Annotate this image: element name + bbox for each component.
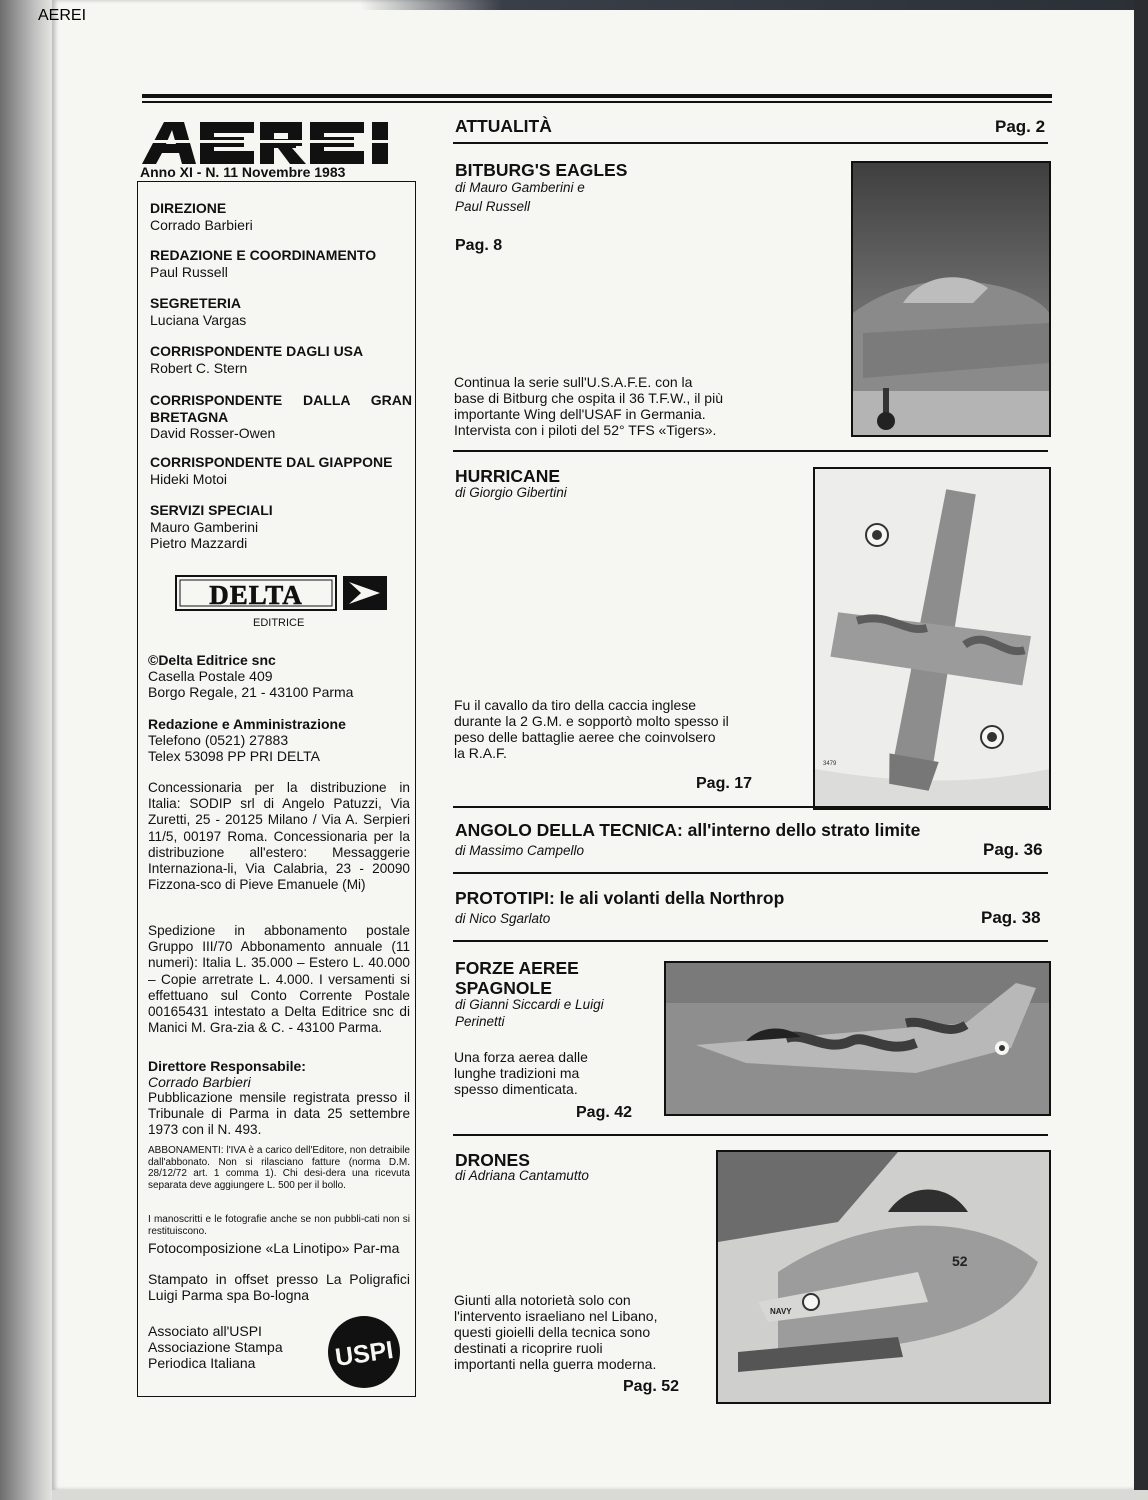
- drones-desc-line: destinati a ricoprire ruoli: [454, 1340, 603, 1356]
- printing-text: Stampato in offset presso La Poligrafici Luigi Parma spa Bo-logna: [148, 1271, 410, 1304]
- drones-title[interactable]: DRONES: [455, 1150, 530, 1170]
- manuscripts-note: I manoscritti e le fotografie anche se non pubbli-cati non si restituiscono.: [148, 1214, 410, 1237]
- bitburg-author: di Mauro Gamberini e: [455, 180, 585, 195]
- staff-name: Paul Russell: [150, 264, 228, 280]
- background-edge-right: [1134, 0, 1148, 1500]
- hurricane-desc-line: la R.A.F.: [454, 745, 507, 761]
- drone-photo: [716, 1150, 1051, 1404]
- attualita-title[interactable]: ATTUALITÀ: [455, 116, 552, 136]
- registration-text: Pubblicazione mensile registrata presso il Tribunale di Parma in data 25 settembre 1973 con il N. 493.: [148, 1090, 410, 1138]
- drones-desc-line: importanti nella guerra moderna.: [454, 1356, 657, 1372]
- bitburg-desc-line: Continua la serie sull'U.S.A.F.E. con la: [454, 374, 693, 390]
- association-line: Associato all'USPI: [148, 1323, 262, 1339]
- subscription-text: Spedizione in abbonamento postale Gruppo III/70 Abbonamento annuale (11 numeri): Italia L. 35.000 – Estero L. 40.000 – Copie arretrate L. 4.000. I versamenti si effettuano sul Conto Corrente Postale 00165431 intestato a Delta Editrice snc di Manici M. Gra-zia & C. - 43100 Parma.: [148, 923, 410, 1036]
- staff-role-servizi: SERVIZI SPECIALI: [150, 502, 273, 518]
- hurricane-serial: 3479: [823, 761, 837, 767]
- staff-name: Hideki Motoi: [150, 471, 228, 487]
- forze-author: Perinetti: [455, 1014, 505, 1029]
- drone-nose-number: 52: [952, 1253, 968, 1269]
- staff-name: Luciana Vargas: [150, 312, 247, 328]
- issue-line: Anno XI - N. 11 Novembre 1983: [140, 164, 346, 180]
- mirage-photo: [664, 961, 1051, 1116]
- divider: [453, 142, 1048, 144]
- uspi-logo: [326, 1314, 402, 1390]
- staff-role-redazione: REDAZIONE E COORDINAMENTO: [150, 247, 377, 263]
- forze-title[interactable]: FORZE AEREE: [455, 958, 579, 978]
- staff-role-segreteria: SEGRETERIA: [150, 295, 242, 311]
- distribution-text: Concessionaria per la distribuzione in Italia: SODIP srl di Angelo Patuzzi, Via Zuretti, 25 - 20125 Milano / Via A. Serpieri 11/5, 00197 Roma. Concessionaria per la distribuzione all'estero: Messaggerie Internaziona-li, Via Calabria, 23 - 20090 Fizzona-sco di Pieve Emanuele (Mi): [148, 780, 410, 893]
- iva-note: ABBONAMENTI: l'IVA è a carico dell'Editore, non detraibile dall'abbonato. Non si rilasciano fatture (norma D.M. 28/12/72 art. 1 comma 1). Chi desi-dera una ricevuta separata deve aggiungere L. 500 per il bollo.: [148, 1145, 410, 1191]
- staff-role-gb: CORRISPONDENTE DALLA GRAN BRETAGNA: [150, 392, 412, 425]
- hurricane-page: Pag. 17: [696, 775, 753, 792]
- delta-logo: [175, 573, 389, 613]
- delta-logo-text: DELTA: [209, 580, 303, 610]
- admin-telex: Telex 53098 PP PRI DELTA: [148, 748, 320, 764]
- drones-desc-line: l'intervento israeliano nel Libano,: [454, 1308, 658, 1324]
- drone-navy-label: NAVY: [770, 1307, 792, 1316]
- association-line: Associazione Stampa: [148, 1339, 283, 1355]
- admin-heading: Redazione e Amministrazione: [148, 716, 346, 732]
- admin-phone: Telefono (0521) 27883: [148, 732, 289, 748]
- forze-title[interactable]: SPAGNOLE: [455, 978, 552, 998]
- staff-name: Robert C. Stern: [150, 360, 248, 376]
- director-heading: Direttore Responsabile:: [148, 1058, 306, 1074]
- bitburg-page: Pag. 8: [455, 237, 503, 254]
- bitburg-desc-line: Intervista con i piloti del 52° TFS «Tigers».: [454, 422, 717, 438]
- hurricane-photo: [813, 467, 1051, 810]
- divider: [453, 450, 1048, 452]
- publisher-address: Casella Postale 409: [148, 668, 273, 684]
- bitburg-title[interactable]: BITBURG'S EAGLES: [455, 160, 628, 180]
- director-name: Corrado Barbieri: [148, 1074, 251, 1090]
- angolo-title[interactable]: ANGOLO DELLA TECNICA: all'interno dello strato limite: [455, 820, 921, 840]
- angolo-page: Pag. 36: [983, 840, 1043, 859]
- prototipi-title[interactable]: PROTOTIPI: le ali volanti della Northrop: [455, 888, 785, 908]
- masthead-logo: [38, 7, 416, 164]
- background-edge: [360, 0, 1148, 10]
- forze-desc-line: spesso dimenticata.: [454, 1081, 578, 1097]
- magazine-spine: [0, 0, 52, 1500]
- forze-author: di Gianni Siccardi e Luigi: [455, 997, 604, 1012]
- drones-page: Pag. 52: [623, 1378, 680, 1395]
- hurricane-title[interactable]: HURRICANE: [455, 466, 560, 486]
- forze-page: Pag. 42: [576, 1104, 633, 1121]
- divider: [453, 940, 1048, 942]
- hurricane-desc-line: Fu il cavallo da tiro della caccia inglese: [454, 697, 697, 713]
- attualita-page: Pag. 2: [995, 117, 1046, 136]
- divider: [453, 1134, 1048, 1136]
- staff-role-direzione: DIREZIONE: [150, 200, 227, 216]
- drones-desc-line: questi gioielli della tecnica sono: [454, 1324, 651, 1340]
- forze-desc-line: lunghe tradizioni ma: [454, 1065, 580, 1081]
- hurricane-author: di Giorgio Gibertini: [455, 485, 567, 500]
- top-rule: [142, 94, 1052, 98]
- forze-desc-line: Una forza aerea dalle: [454, 1049, 588, 1065]
- staff-name: Mauro Gamberini: [150, 519, 259, 535]
- delta-subtitle: EDITRICE: [253, 617, 305, 629]
- hurricane-desc-line: peso delle battaglie aeree che coinvolsero: [454, 729, 716, 745]
- prototipi-page: Pag. 38: [981, 908, 1041, 927]
- bitburg-desc-line: base di Bitburg che ospita il 36 T.F.W., il più: [454, 390, 723, 406]
- prototipi-author: di Nico Sgarlato: [455, 911, 551, 926]
- staff-name: David Rosser-Owen: [150, 425, 276, 441]
- divider: [453, 806, 1048, 808]
- hurricane-desc-line: durante la 2 G.M. e sopportò molto spesso il: [454, 713, 729, 729]
- angolo-author: di Massimo Campello: [455, 843, 585, 858]
- staff-role-giappone: CORRISPONDENTE DAL GIAPPONE: [150, 454, 393, 470]
- typesetting-text: Fotocomposizione «La Linotipo» Par-ma: [148, 1240, 400, 1256]
- drones-desc-line: Giunti alla notorietà solo con: [454, 1292, 631, 1308]
- bitburg-author: Paul Russell: [455, 199, 531, 214]
- staff-role-usa: CORRISPONDENTE DAGLI USA: [150, 343, 364, 359]
- masthead-text: AEREI: [38, 7, 87, 24]
- bitburg-desc-line: importante Wing dell'USAF in Germania.: [454, 406, 706, 422]
- divider: [453, 872, 1048, 874]
- top-rule-thin: [142, 101, 1052, 103]
- drones-author: di Adriana Cantamutto: [455, 1168, 589, 1183]
- publisher-name: ©Delta Editrice snc: [148, 652, 276, 668]
- background-edge-bottom: [52, 1490, 1148, 1500]
- association-line: Periodica Italiana: [148, 1355, 256, 1371]
- publisher-address: Borgo Regale, 21 - 43100 Parma: [148, 684, 354, 700]
- f15-photo: [851, 161, 1051, 437]
- uspi-logo-text: USPI: [333, 1336, 396, 1372]
- staff-name: Corrado Barbieri: [150, 217, 253, 233]
- staff-name: Pietro Mazzardi: [150, 535, 248, 551]
